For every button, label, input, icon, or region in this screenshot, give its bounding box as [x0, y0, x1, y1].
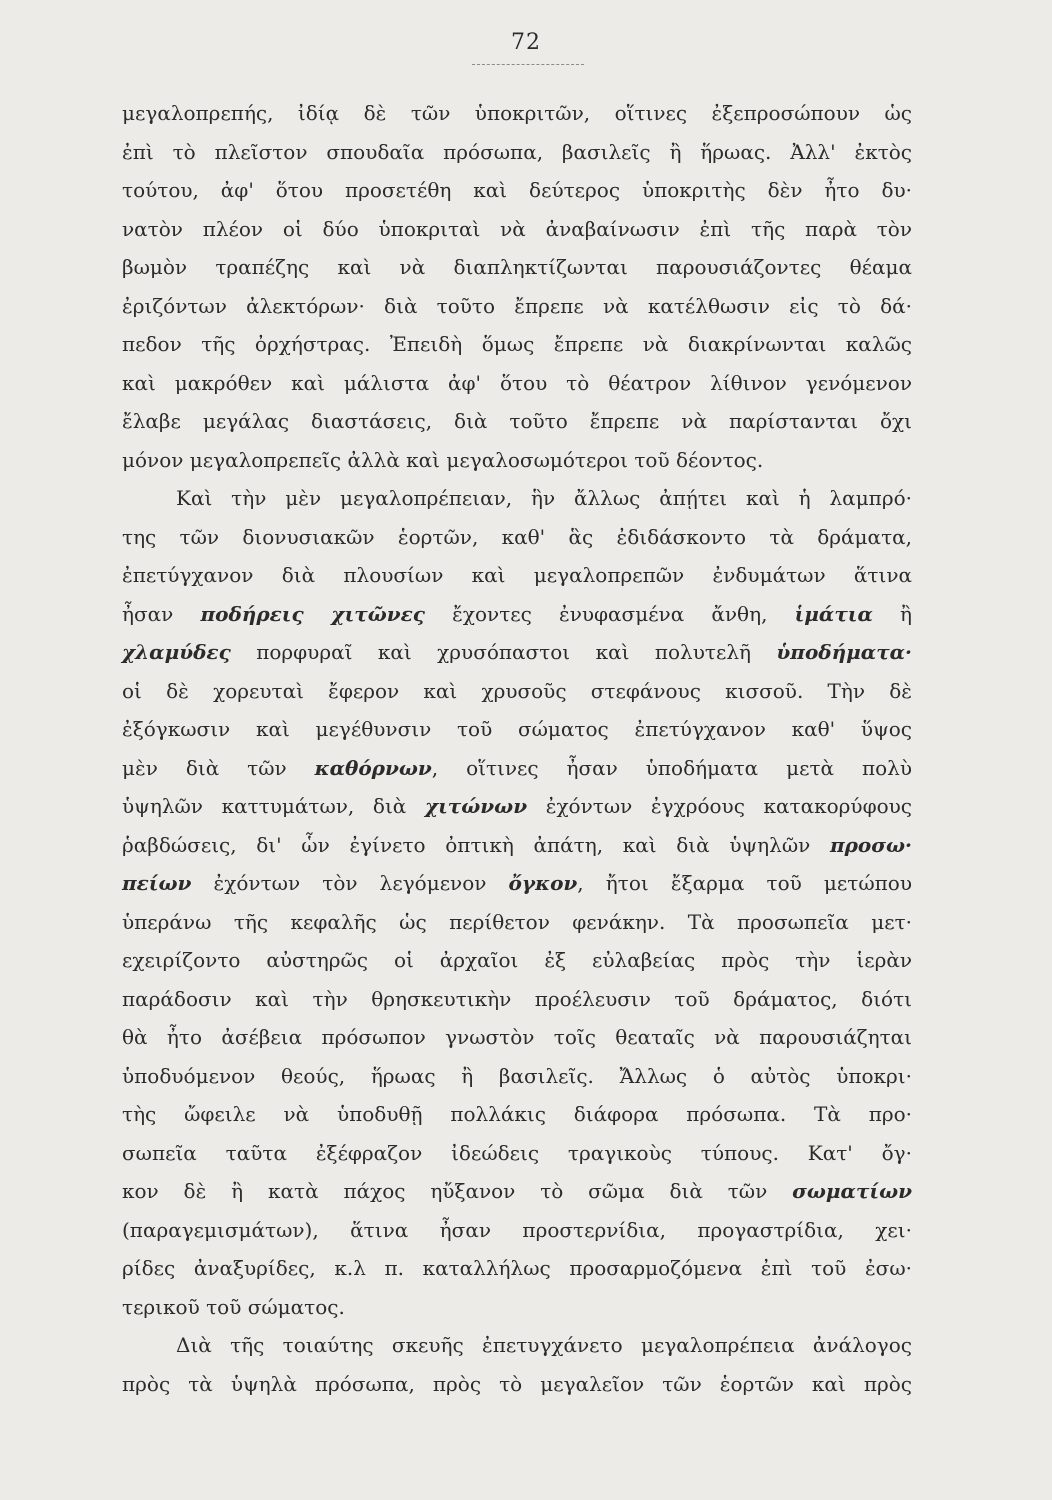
- page-number: 72: [511, 30, 541, 55]
- emphasized-term: ὑποδήματα·: [776, 640, 912, 664]
- text-segment: θὰ ἦτο ἀσέβεια πρόσωπον γνωστὸν τοῖς θεαταῖς νὰ παρουσιάζηται: [122, 1025, 912, 1049]
- text-line: [122, 595, 912, 634]
- text-line: [122, 1249, 912, 1288]
- text-segment: ἐξόγκωσιν καὶ μεγέθυνσιν τοῦ σώματος ἐπετύγχανον καθ' ὕψος: [122, 717, 912, 741]
- text-line: [122, 1211, 912, 1250]
- text-segment: πεδον τῆς ὀρχήστρας. Ἐπειδὴ ὅμως ἔπρεπε νὰ διακρίνωνται καλῶς: [122, 332, 912, 356]
- emphasized-term: σωματίων: [792, 1179, 912, 1203]
- text-segment: παράδοσιν καὶ τὴν θρησκευτικὴν προέλευσιν τοῦ δράματος, διότι: [122, 986, 912, 1011]
- text-line: [122, 672, 912, 711]
- text-segment: ὑπεράνω τῆς κεφαλῆς ὡς περίθετον φενάκην. Τὰ προσωπεῖα μετ·: [122, 909, 912, 934]
- text-line: [122, 210, 912, 249]
- text-line: [122, 1018, 912, 1057]
- text-line: [122, 749, 912, 788]
- text-segment: Διὰ τῆς τοιαύτης σκευῆς ἐπετυγχάνετο μεγαλοπρέπεια ἀνάλογος: [176, 1333, 912, 1357]
- text-segment: μὲν διὰ τῶν: [122, 755, 315, 780]
- emphasized-term: χλαμύδες: [122, 640, 231, 664]
- text-line: [122, 325, 912, 364]
- text-segment: ἐπετύγχανον διὰ πλουσίων καὶ μεγαλοπρεπῶν ἐνδυμάτων ἅτινα: [122, 563, 912, 587]
- text-segment: οἱ δὲ χορευταὶ ἔφερον καὶ χρυσοῦς στεφάνους κισσοῦ. Τὴν δὲ: [122, 678, 912, 703]
- text-segment: ὑψηλῶν καττυμάτων, διὰ: [122, 794, 425, 818]
- text-line: [122, 980, 912, 1019]
- text-line: [122, 1365, 912, 1404]
- text-segment: τὴς ὤφειλε νὰ ὑποδυθῇ πολλάκις διάφορα πρόσωπα. Τὰ προ·: [122, 1102, 912, 1126]
- text-line: [122, 556, 912, 595]
- text-segment: ῥαβδώσεις, δι' ὧν ἐγίνετο ὀπτικὴ ἀπάτη, καὶ διὰ ὑψηλῶν: [122, 832, 830, 857]
- emphasized-term: προσω·: [829, 832, 912, 857]
- text-line: [122, 94, 912, 133]
- text-segment: , ἤτοι ἔξαρμα τοῦ μετώπου: [577, 871, 912, 895]
- text-segment: ἐριζόντων ἀλεκτόρων· διὰ τοῦτο ἔπρεπε νὰ κατέλθωσιν εἰς τὸ δά·: [122, 293, 912, 318]
- text-segment: (παραγεμισμάτων), ἅτινα ἦσαν προστερνίδια, προγαστρίδια, χει·: [122, 1217, 912, 1242]
- text-segment: μεγαλοπρεπής, ἰδίᾳ δὲ τῶν ὑποκριτῶν, οἵτινες ἐξεπροσώπουν ὡς: [122, 101, 912, 125]
- text-line: [122, 864, 912, 903]
- text-segment: εχειρίζοντο αὐστηρῶς οἱ ἀρχαῖοι ἐξ εὐλαβείας πρὸς τὴν ἱερὰν: [122, 948, 912, 972]
- text-segment: πορφυραῖ καὶ χρυσόπαστοι καὶ πολυτελῆ: [230, 640, 777, 664]
- text-segment: τερικοῦ τοῦ σώματος.: [122, 1294, 345, 1319]
- text-segment: βωμὸν τραπέζης καὶ νὰ διαπληκτίζωνται παρουσιάζοντες θέαμα: [122, 255, 912, 279]
- text-segment: ἐπὶ τὸ πλεῖστον σπουδαῖα πρόσωπα, βασιλεῖς ἢ ἥρωας. Ἀλλ' ἐκτὸς: [122, 139, 912, 164]
- text-line: [122, 248, 912, 287]
- emphasized-term: χιτώνων: [424, 794, 528, 818]
- emphasized-term: ποδήρεις χιτῶνες: [200, 601, 425, 626]
- text-segment: μόνον μεγαλοπρεπεῖς ἀλλὰ καὶ μεγαλοσωμότεροι τοῦ δέοντος.: [122, 447, 764, 472]
- body-text: [122, 94, 912, 1403]
- text-line: [122, 633, 912, 672]
- text-line: [122, 518, 912, 557]
- text-line: [122, 826, 912, 865]
- text-segment: ἔχοντες ἐνυφασμένα ἄνθη,: [424, 601, 795, 626]
- text-segment: ὑποδυόμενον θεούς, ἥρωας ἢ βασιλεῖς. Ἄλλως ὁ αὐτὸς ὑποκρι·: [122, 1063, 912, 1088]
- header-rule: [472, 64, 584, 65]
- text-line: [122, 171, 912, 210]
- text-line: [122, 133, 912, 172]
- text-line: [122, 1288, 912, 1327]
- text-segment: ἦσαν: [122, 601, 201, 626]
- text-segment: πρὸς τὰ ὑψηλὰ πρόσωπα, πρὸς τὸ μεγαλεῖον τῶν ἑορτῶν καὶ πρὸς: [122, 1371, 912, 1396]
- text-segment: ἢ: [872, 601, 912, 626]
- emphasized-term: ἱμάτια: [794, 601, 873, 626]
- text-line: [122, 1057, 912, 1096]
- text-line: [122, 710, 912, 749]
- text-segment: ἔλαβε μεγάλας διαστάσεις, διὰ τοῦτο ἔπρεπε νὰ παρίστανται ὄχι: [122, 409, 912, 433]
- text-line: [122, 1134, 912, 1173]
- text-line: [122, 941, 912, 980]
- text-line: [122, 441, 912, 480]
- text-line: [122, 787, 912, 826]
- text-line: [122, 479, 912, 518]
- text-line: [122, 1326, 912, 1365]
- emphasized-term: καθόρνων: [314, 755, 432, 780]
- text-segment: καὶ μακρόθεν καὶ μάλιστα ἀφ' ὅτου τὸ θέατρον λίθινον γενόμενον: [122, 370, 912, 395]
- text-segment: ρίδες ἀναξυρίδες, κ.λ π. καταλλήλως προσαρμοζόμενα ἐπὶ τοῦ ἐσω·: [122, 1256, 912, 1280]
- text-segment: νατὸν πλέον οἱ δύο ὑποκριταὶ νὰ ἀναβαίνωσιν ἐπὶ τῆς παρὰ τὸν: [122, 216, 912, 241]
- text-line: [122, 903, 912, 942]
- text-line: [122, 402, 912, 441]
- text-segment: Καὶ τὴν μὲν μεγαλοπρέπειαν, ἣν ἄλλως ἀπῄτει καὶ ἡ λαμπρό·: [176, 486, 912, 510]
- text-segment: σωπεῖα ταῦτα ἐξέφραζον ἰδεώδεις τραγικοὺς τύπους. Κατ' ὄγ·: [122, 1140, 912, 1165]
- text-segment: , οἵτινες ἦσαν ὑποδήματα μετὰ πολὺ: [431, 755, 912, 780]
- text-segment: ἐχόντων ἐγχρόους κατακορύφους: [527, 794, 912, 818]
- text-line: [122, 287, 912, 326]
- text-line: [122, 1172, 912, 1211]
- text-segment: της τῶν διονυσιακῶν ἑορτῶν, καθ' ἃς ἐδιδάσκοντο τὰ δράματα,: [122, 524, 912, 549]
- text-line: [122, 1095, 912, 1134]
- emphasized-term: ὄγκον: [508, 871, 578, 895]
- emphasized-term: πείων: [122, 871, 192, 895]
- text-segment: ἐχόντων τὸν λεγόμενον: [191, 871, 509, 895]
- text-segment: κον δὲ ἢ κατὰ πάχος ηὔξανον τὸ σῶμα διὰ τῶν: [122, 1179, 793, 1203]
- text-segment: τούτου, ἀφ' ὅτου προσετέθη καὶ δεύτερος ὑποκριτὴς δὲν ἦτο δυ·: [122, 178, 912, 202]
- text-line: [122, 364, 912, 403]
